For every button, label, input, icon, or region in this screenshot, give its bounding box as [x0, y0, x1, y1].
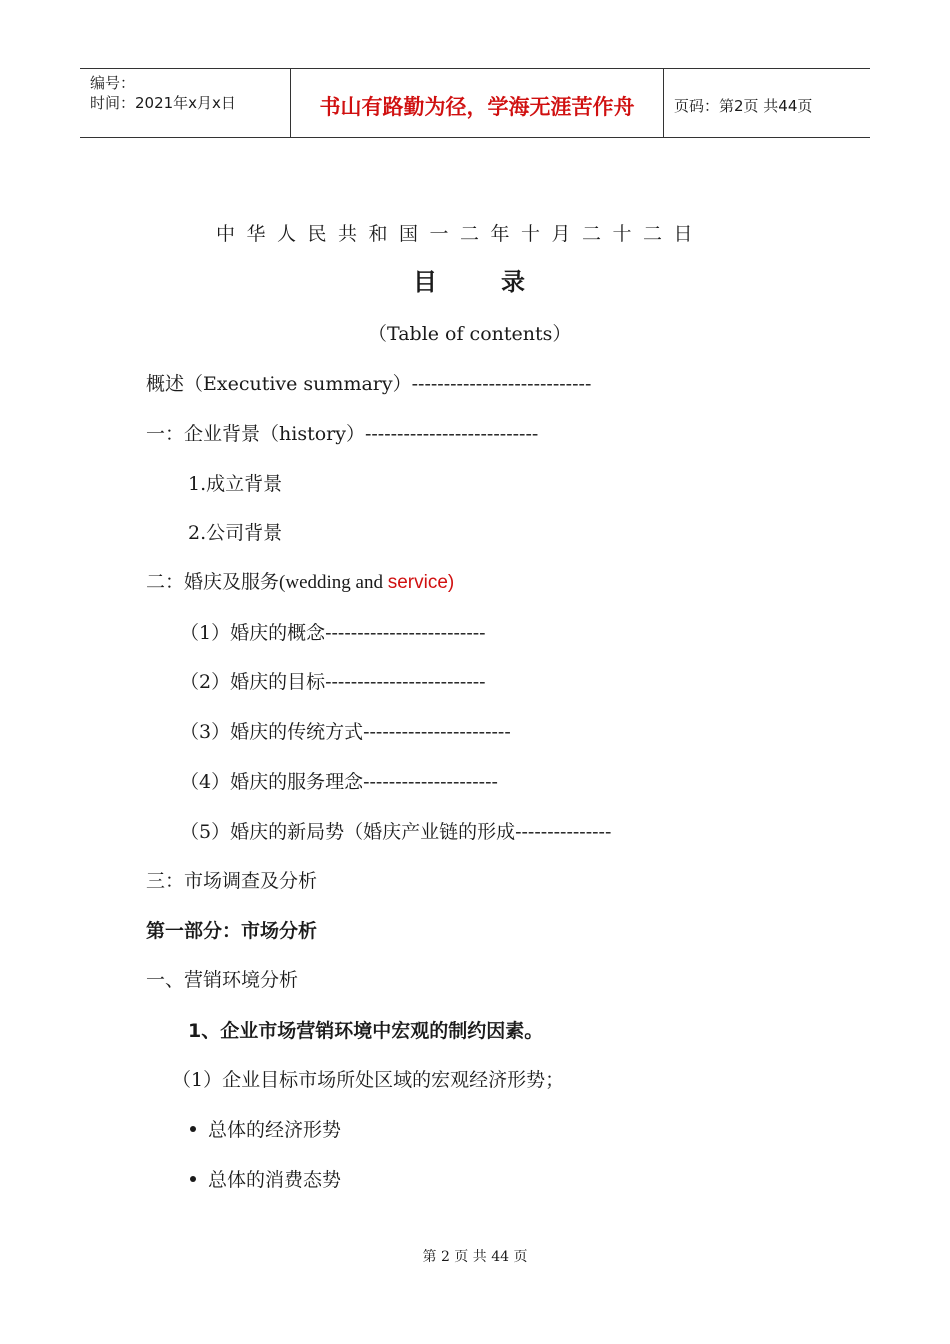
section2-english-red: service) [387, 572, 455, 593]
section2-english: (wedding and [279, 572, 388, 593]
toc-subentry: （4）婚庆的服务理念--------------------- [180, 771, 498, 793]
header-time-label: 时间：2021年x月x日 [90, 94, 236, 112]
bullet-icon [190, 1176, 196, 1182]
part1-subheading: 一、营销环境分析 [146, 969, 299, 991]
toc-entry-section3: 三：市场调查及分析 [146, 870, 318, 892]
header-meta [80, 69, 291, 137]
header-motto: 书山有路勤为径，学海无涯苦作舟 [291, 69, 664, 137]
toc-entry-section2 [146, 570, 454, 595]
page-header [80, 68, 870, 138]
part1-heading: 第一部分：市场分析 [146, 920, 318, 942]
toc-entry-section1: 一：企业背景（history）--------------------------- [146, 423, 539, 445]
bullet-icon [190, 1126, 196, 1132]
toc-subentry: （1）婚庆的概念------------------------- [180, 622, 486, 644]
toc-subentry: （3）婚庆的传统方式----------------------- [180, 721, 511, 743]
toc-subtitle: （Table of contents） [368, 323, 572, 345]
list-item: （1）企业目标市场所处区域的宏观经济形势； [172, 1069, 565, 1091]
bullet-item [190, 1118, 341, 1142]
toc-subentry: 1.成立背景 [188, 473, 283, 495]
page-footer: 第 2 页 共 44 页 [422, 1249, 528, 1265]
bullet-item [190, 1168, 341, 1192]
toc-entry-summary: 概述（Executive summary）---------------------------- [146, 373, 592, 395]
bullet-text: 总体的消费态势 [208, 1169, 342, 1191]
header-number-label: 编号： [90, 74, 136, 92]
toc-subentry: （2）婚庆的目标------------------------- [180, 671, 486, 693]
toc-subentry: 2.公司背景 [188, 522, 283, 544]
toc-subentry: （5）婚庆的新局势（婚庆产业链的形成--------------- [180, 821, 612, 843]
date-line: 中华人民共和国一二年十月二十二日 [216, 223, 705, 245]
header-page-info: 页码：第2页 共44页 [674, 96, 813, 115]
bullet-text: 总体的经济形势 [208, 1119, 342, 1141]
toc-title: 目录 [413, 268, 589, 296]
section2-prefix: 二：婚庆及服务 [146, 571, 280, 593]
bold-subheading: 1、企业市场营销环境中宏观的制约因素。 [188, 1020, 544, 1042]
